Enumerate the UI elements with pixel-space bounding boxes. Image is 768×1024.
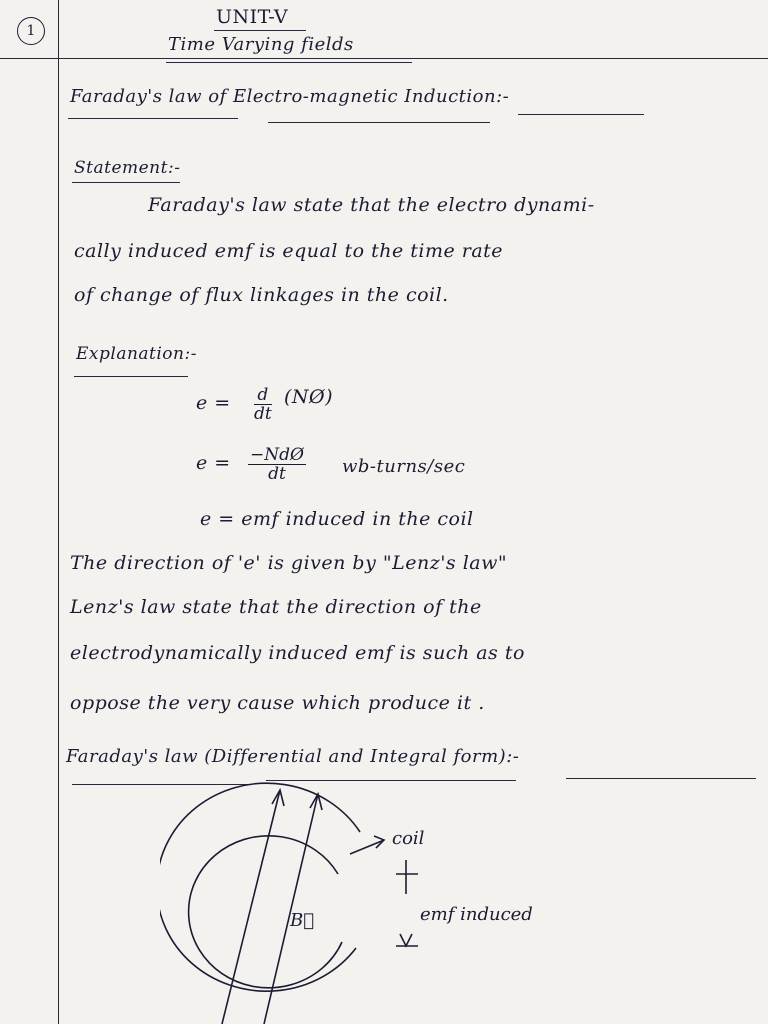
- coil-diagram: [160, 770, 600, 1024]
- lenz-line-2: electrodynamically induced emf is such as to: [70, 642, 525, 664]
- unit-underline: [214, 30, 306, 31]
- eq2-fraction: [248, 446, 306, 483]
- page-number-circle: 1: [17, 17, 45, 45]
- coil-label: coil: [392, 828, 425, 849]
- statement-line-2: cally induced emf is equal to the time rate: [74, 240, 504, 262]
- statement-line-3: of change of flux linkages in the coil.: [74, 284, 449, 306]
- statement-underline: [72, 182, 180, 183]
- eq1-rhs: (NØ): [284, 386, 334, 408]
- section-underline-3: [518, 114, 644, 115]
- eq2-numerator: −NdØ: [250, 445, 304, 465]
- emf-definition: e = emf induced in the coil: [200, 508, 474, 530]
- unit-title: UNIT-V: [216, 6, 289, 28]
- lenz-line-1: Lenz's law state that the direction of the: [70, 596, 482, 618]
- statement-line-1: Faraday's law state that the electro dynami-: [148, 194, 595, 216]
- topic-title: Time Varying fields: [168, 34, 354, 55]
- eq2-unit: wb-turns/sec: [342, 456, 466, 477]
- emf-label: emf induced: [420, 904, 533, 925]
- explanation-heading: Explanation:-: [76, 344, 197, 364]
- eq1-fraction: [254, 386, 272, 423]
- explanation-underline: [74, 376, 188, 377]
- eq1-lhs: e =: [196, 392, 231, 414]
- coil-pointer: [350, 840, 384, 854]
- section-underline-1: [68, 118, 238, 119]
- eq2-lhs: e =: [196, 452, 231, 474]
- inner-coil-arc: [189, 836, 342, 988]
- header-rule: [0, 58, 768, 59]
- eq1-denominator: dt: [254, 404, 272, 424]
- section-title: Faraday's law of Electro-magnetic Induction:-: [70, 86, 510, 107]
- lenz-line-3: oppose the very cause which produce it .: [70, 692, 485, 714]
- margin-rule: [58, 0, 59, 1024]
- field-line-right: [264, 794, 318, 1024]
- eq1-numerator: d: [254, 386, 272, 405]
- field-line-left: [222, 790, 280, 1024]
- topic-underline: [166, 62, 412, 63]
- field-label: B⃗: [290, 910, 315, 931]
- section-underline-2: [268, 122, 490, 123]
- emf-arrow-down-icon: [400, 934, 412, 946]
- statement-heading: Statement:-: [74, 158, 181, 178]
- eq2-denominator: dt: [268, 464, 286, 484]
- section2-title: Faraday's law (Differential and Integral form):-: [66, 746, 520, 767]
- direction-line: The direction of 'e' is given by "Lenz's law": [70, 552, 508, 574]
